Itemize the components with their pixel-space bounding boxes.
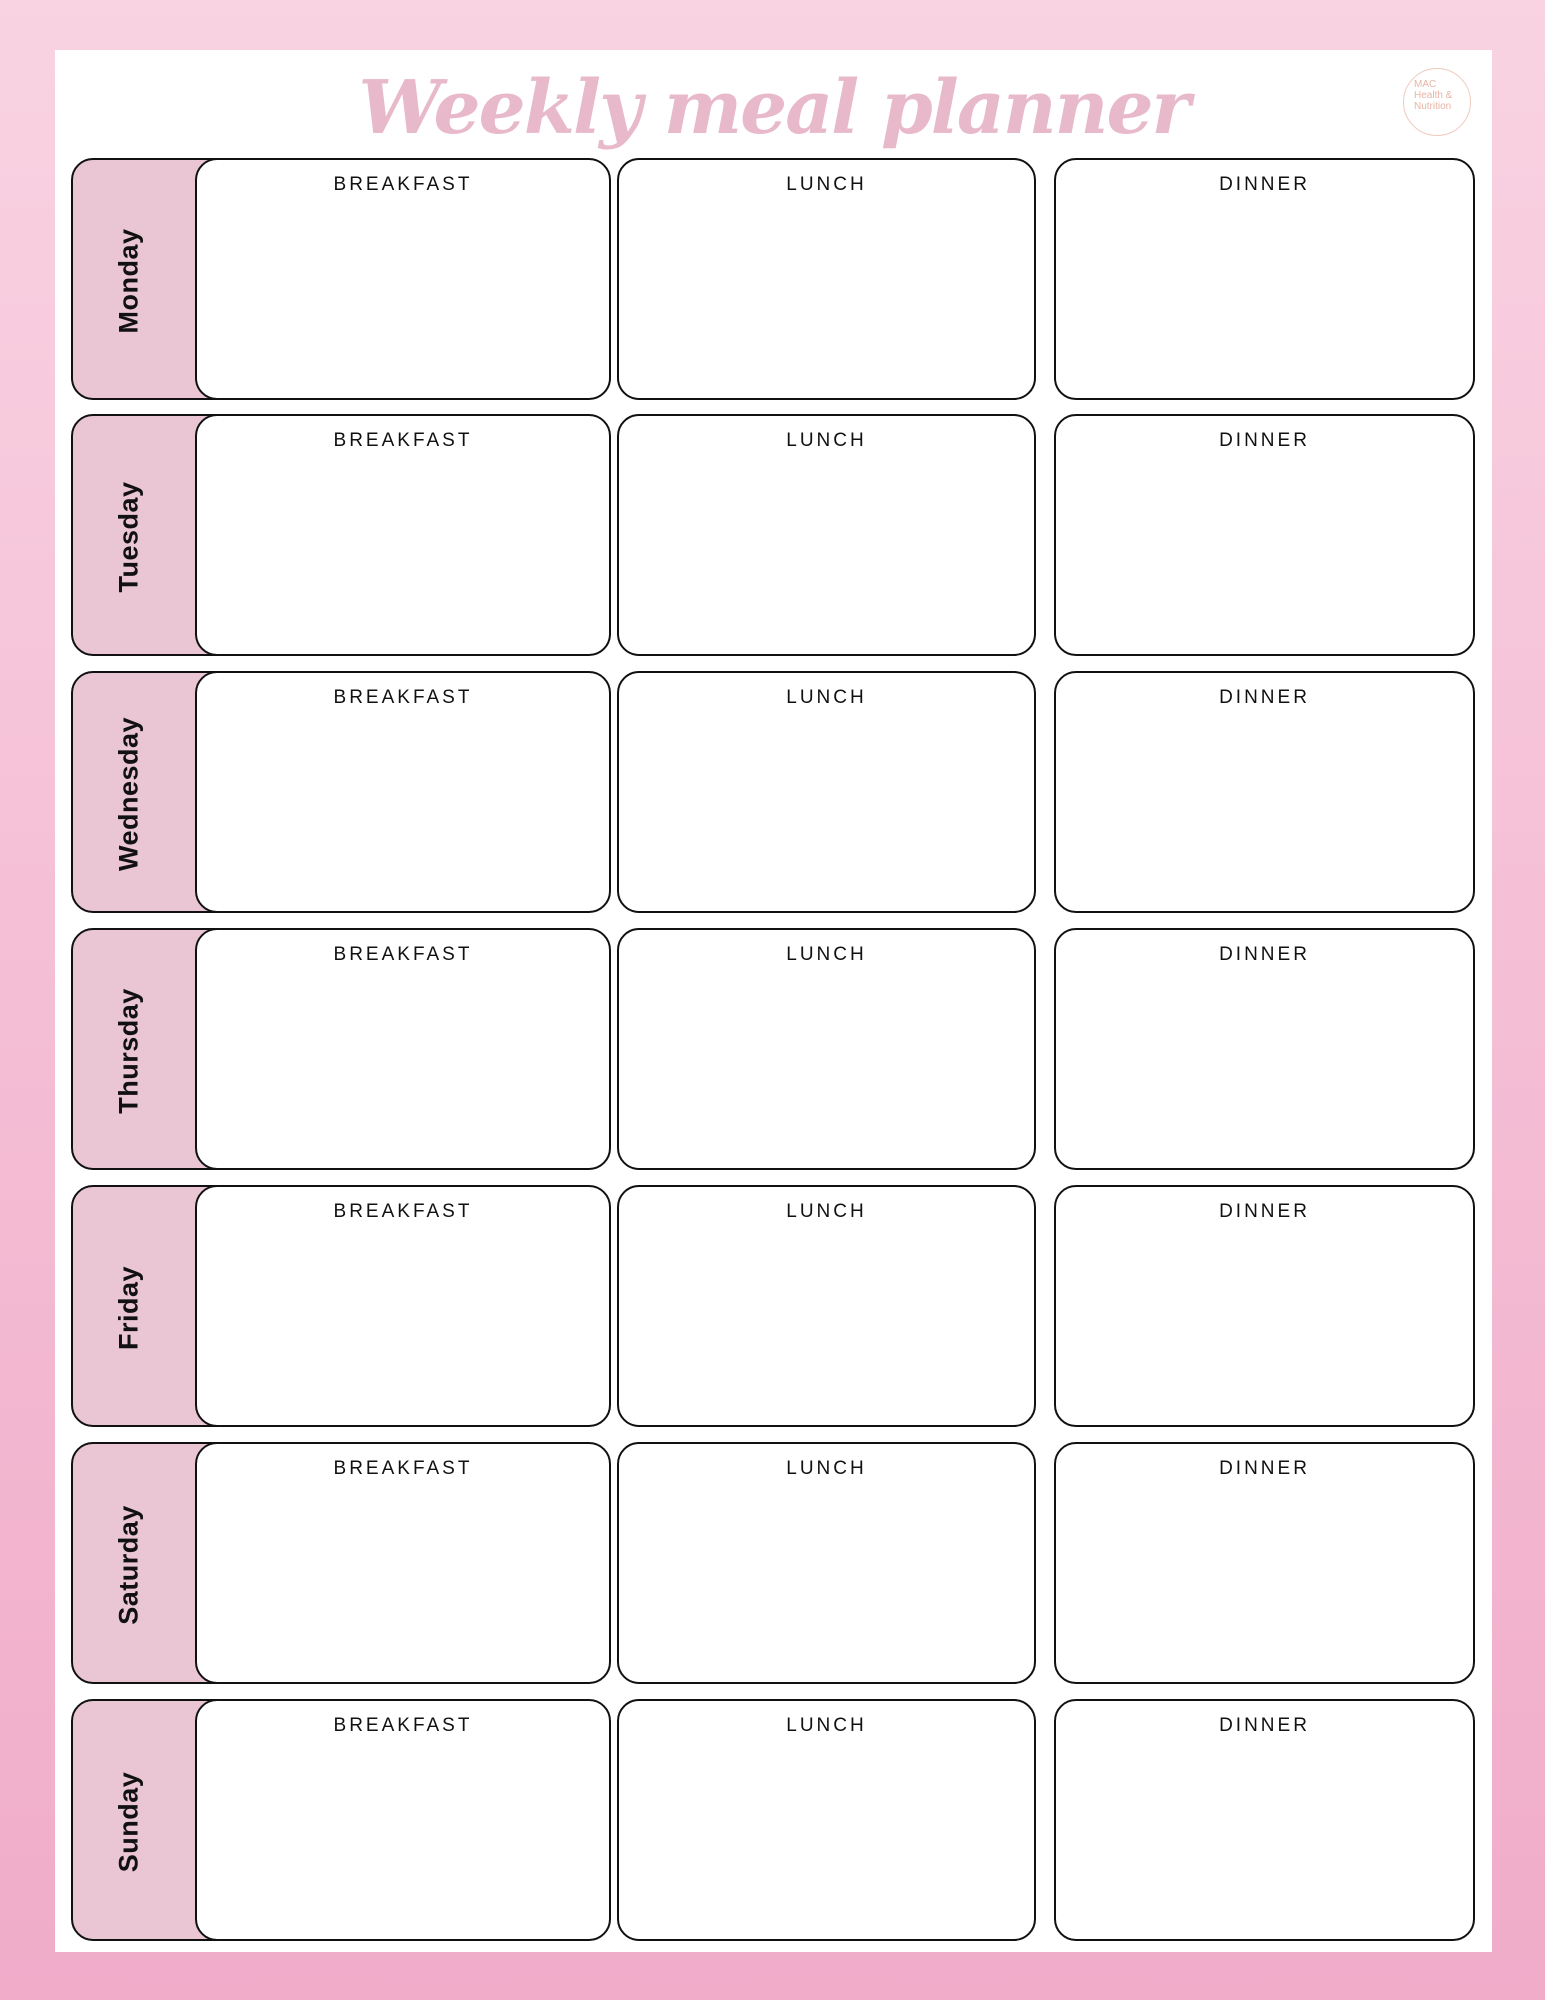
- dinner-box[interactable]: [1054, 1185, 1475, 1427]
- day-row-thursday: [71, 928, 1475, 1170]
- brand-logo: [1403, 68, 1471, 136]
- dinner-label: DINNER: [1219, 1715, 1310, 1736]
- lunch-label: LUNCH: [786, 687, 867, 708]
- dinner-label: DINNER: [1219, 174, 1310, 195]
- breakfast-box[interactable]: [195, 928, 611, 1170]
- lunch-label: LUNCH: [786, 430, 867, 451]
- planner-sheet: [55, 50, 1492, 1952]
- day-row-monday: [71, 158, 1475, 400]
- day-label: Sunday: [113, 1771, 144, 1873]
- breakfast-box[interactable]: [195, 671, 611, 913]
- breakfast-label: BREAKFAST: [333, 944, 473, 965]
- dinner-label: DINNER: [1219, 1458, 1310, 1479]
- lunch-box[interactable]: [617, 1442, 1036, 1684]
- dinner-label: DINNER: [1219, 687, 1310, 708]
- dinner-label: DINNER: [1219, 944, 1310, 965]
- breakfast-label: BREAKFAST: [333, 430, 473, 451]
- day-label: Tuesday: [113, 481, 144, 593]
- breakfast-label: BREAKFAST: [333, 687, 473, 708]
- dinner-box[interactable]: [1054, 928, 1475, 1170]
- lunch-label: LUNCH: [786, 1458, 867, 1479]
- breakfast-box[interactable]: [195, 1442, 611, 1684]
- page-title: Weekly meal planner: [358, 65, 1189, 151]
- dinner-label: DINNER: [1219, 430, 1310, 451]
- day-label: Monday: [113, 228, 144, 334]
- day-row-saturday: [71, 1442, 1475, 1684]
- breakfast-label: BREAKFAST: [333, 1458, 473, 1479]
- dinner-box[interactable]: [1054, 414, 1475, 656]
- lunch-box[interactable]: [617, 1699, 1036, 1941]
- lunch-box[interactable]: [617, 928, 1036, 1170]
- day-row-sunday: [71, 1699, 1475, 1941]
- day-label: Wednesday: [113, 716, 144, 872]
- lunch-box[interactable]: [617, 158, 1036, 400]
- logo-line: Nutrition: [1414, 101, 1452, 112]
- dinner-box[interactable]: [1054, 671, 1475, 913]
- breakfast-label: BREAKFAST: [333, 174, 473, 195]
- lunch-box[interactable]: [617, 414, 1036, 656]
- dinner-box[interactable]: [1054, 1442, 1475, 1684]
- lunch-box[interactable]: [617, 1185, 1036, 1427]
- day-row-wednesday: [71, 671, 1475, 913]
- dinner-box[interactable]: [1054, 158, 1475, 400]
- breakfast-box[interactable]: [195, 414, 611, 656]
- breakfast-box[interactable]: [195, 1699, 611, 1941]
- lunch-box[interactable]: [617, 671, 1036, 913]
- lunch-label: LUNCH: [786, 174, 867, 195]
- breakfast-label: BREAKFAST: [333, 1715, 473, 1736]
- breakfast-box[interactable]: [195, 1185, 611, 1427]
- day-label: Friday: [113, 1265, 144, 1351]
- lunch-label: LUNCH: [786, 1201, 867, 1222]
- day-row-friday: [71, 1185, 1475, 1427]
- logo-line: Health &: [1414, 90, 1453, 101]
- lunch-label: LUNCH: [786, 944, 867, 965]
- day-row-tuesday: [71, 414, 1475, 656]
- day-label: Saturday: [113, 1505, 144, 1625]
- breakfast-label: BREAKFAST: [333, 1201, 473, 1222]
- day-label: Thursday: [113, 988, 144, 1114]
- dinner-box[interactable]: [1054, 1699, 1475, 1941]
- lunch-label: LUNCH: [786, 1715, 867, 1736]
- breakfast-box[interactable]: [195, 158, 611, 400]
- logo-line: MAC: [1414, 79, 1437, 90]
- dinner-label: DINNER: [1219, 1201, 1310, 1222]
